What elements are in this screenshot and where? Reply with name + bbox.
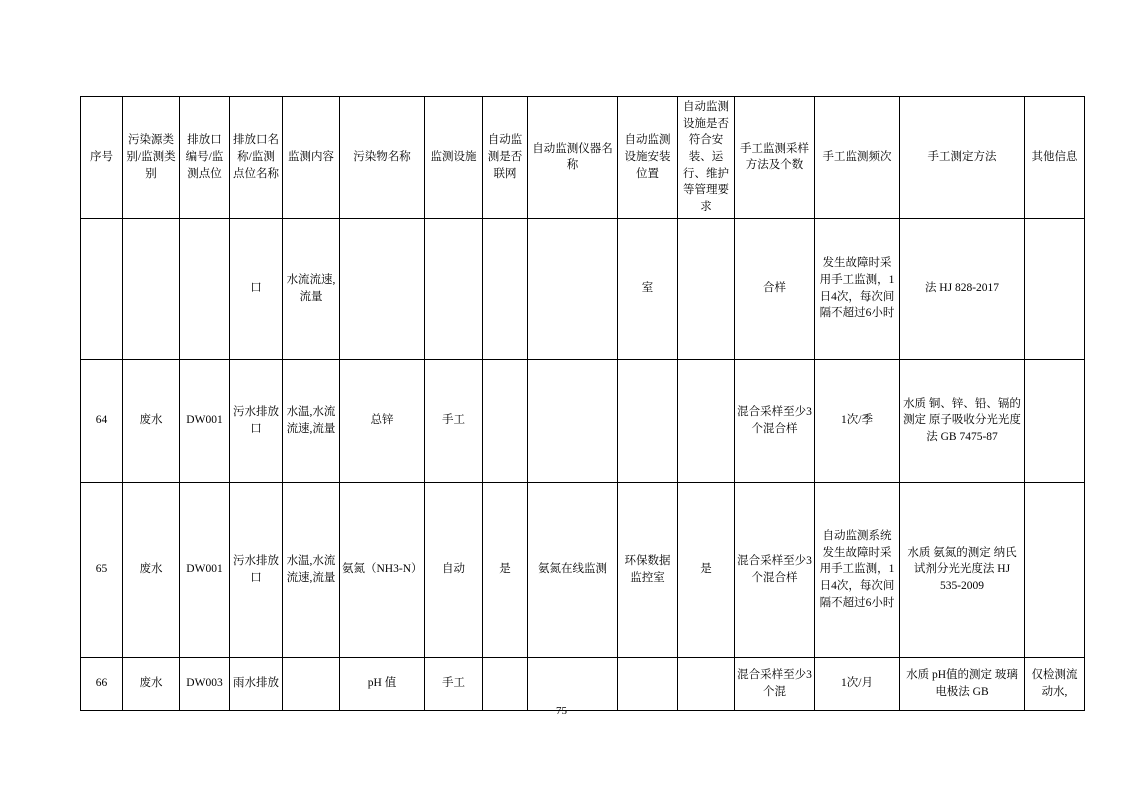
table-row xyxy=(81,359,1085,482)
cell-自动监测是否联网 xyxy=(483,218,528,359)
cell-序号: 64 xyxy=(81,359,123,482)
cell-自动监测设施是否符合要求 xyxy=(678,218,735,359)
header-cell-监测内容: 监测内容 xyxy=(283,97,340,219)
cell-自动监测设施安装位置 xyxy=(618,657,678,710)
cell-排放口编号: DW003 xyxy=(180,657,230,710)
header-cell-其他信息: 其他信息 xyxy=(1025,97,1085,219)
cell-监测设施: 手工 xyxy=(425,657,483,710)
cell-手工监测频次: 1次/季 xyxy=(815,359,900,482)
cell-手工测定方法: 水质 pH值的测定 玻璃电极法 GB xyxy=(900,657,1025,710)
cell-自动监测仪器名称: 氨氮在线监测 xyxy=(528,482,618,657)
cell-手工监测频次: 1次/月 xyxy=(815,657,900,710)
table-header-row xyxy=(81,97,1085,219)
cell-污染源类别 xyxy=(123,218,180,359)
table-row xyxy=(81,657,1085,710)
header-cell-手工监测采样方法及个数: 手工监测采样方法及个数 xyxy=(735,97,815,219)
cell-自动监测设施安装位置: 环保数据监控室 xyxy=(618,482,678,657)
cell-手工测定方法: 法 HJ 828-2017 xyxy=(900,218,1025,359)
table-body xyxy=(81,218,1085,710)
cell-污染物名称: 氨氮（NH3-N） xyxy=(340,482,425,657)
header-cell-自动监测仪器名称: 自动监测仪器名称 xyxy=(528,97,618,219)
cell-序号: 66 xyxy=(81,657,123,710)
cell-手工监测频次: 自动监测系统发生故障时采用手工监测，1日4次，每次间隔不超过6小时 xyxy=(815,482,900,657)
cell-监测设施: 手工 xyxy=(425,359,483,482)
cell-污染物名称: pH 值 xyxy=(340,657,425,710)
cell-手工测定方法: 水质 氨氮的测定 纳氏试剂分光光度法 HJ 535-2009 xyxy=(900,482,1025,657)
cell-污染源类别: 废水 xyxy=(123,359,180,482)
cell-手工测定方法: 水质 铜、锌、铅、镉的测定 原子吸收分光光度法 GB 7475-87 xyxy=(900,359,1025,482)
cell-手工监测采样方法及个数: 合样 xyxy=(735,218,815,359)
cell-自动监测是否联网 xyxy=(483,359,528,482)
monitoring-table-container xyxy=(80,96,1078,711)
cell-监测内容: 水温,水流流速,流量 xyxy=(283,482,340,657)
header-cell-排放口编号: 排放口编号/监测点位 xyxy=(180,97,230,219)
cell-自动监测是否联网: 是 xyxy=(483,482,528,657)
cell-自动监测设施是否符合要求 xyxy=(678,359,735,482)
cell-污染源类别: 废水 xyxy=(123,657,180,710)
header-cell-序号: 序号 xyxy=(81,97,123,219)
cell-排放口编号: DW001 xyxy=(180,359,230,482)
cell-自动监测仪器名称 xyxy=(528,657,618,710)
cell-排放口编号: DW001 xyxy=(180,482,230,657)
cell-自动监测设施是否符合要求 xyxy=(678,657,735,710)
header-cell-手工监测频次: 手工监测频次 xyxy=(815,97,900,219)
cell-排放口编号 xyxy=(180,218,230,359)
header-cell-自动监测设施管理要求: 自动监测设施是否符合安装、运行、维护等管理要求 xyxy=(678,97,735,219)
table-header xyxy=(81,97,1085,219)
cell-自动监测设施是否符合要求: 是 xyxy=(678,482,735,657)
cell-监测设施: 自动 xyxy=(425,482,483,657)
cell-自动监测仪器名称 xyxy=(528,218,618,359)
cell-污染物名称 xyxy=(340,218,425,359)
cell-监测内容: 水流流速,流量 xyxy=(283,218,340,359)
cell-监测内容: 水温,水流流速,流量 xyxy=(283,359,340,482)
cell-手工监测采样方法及个数: 混合采样至少3个混 xyxy=(735,657,815,710)
cell-污染源类别: 废水 xyxy=(123,482,180,657)
cell-排放口名称: 污水排放口 xyxy=(230,482,283,657)
cell-排放口名称: 污水排放口 xyxy=(230,359,283,482)
monitoring-table xyxy=(80,96,1085,711)
cell-其他信息 xyxy=(1025,482,1085,657)
cell-自动监测仪器名称 xyxy=(528,359,618,482)
cell-手工监测采样方法及个数: 混合采样至少3个混合样 xyxy=(735,359,815,482)
header-cell-自动监测设施安装位置: 自动监测设施安装位置 xyxy=(618,97,678,219)
cell-序号 xyxy=(81,218,123,359)
header-cell-手工测定方法: 手工测定方法 xyxy=(900,97,1025,219)
header-cell-自动监测是否联网: 自动监测是否联网 xyxy=(483,97,528,219)
table-row xyxy=(81,482,1085,657)
cell-排放口名称: 雨水排放 xyxy=(230,657,283,710)
cell-自动监测设施安装位置 xyxy=(618,359,678,482)
cell-监测设施 xyxy=(425,218,483,359)
cell-污染物名称: 总锌 xyxy=(340,359,425,482)
page-number: 75 xyxy=(556,705,567,717)
cell-自动监测设施安装位置: 室 xyxy=(618,218,678,359)
cell-手工监测频次: 发生故障时采用手工监测，1日4次，每次间隔不超过6小时 xyxy=(815,218,900,359)
cell-其他信息 xyxy=(1025,218,1085,359)
header-cell-排放口名称: 排放口名称/监测点位名称 xyxy=(230,97,283,219)
table-row xyxy=(81,218,1085,359)
cell-监测内容 xyxy=(283,657,340,710)
header-cell-污染物名称: 污染物名称 xyxy=(340,97,425,219)
cell-自动监测是否联网 xyxy=(483,657,528,710)
cell-序号: 65 xyxy=(81,482,123,657)
cell-手工监测采样方法及个数: 混合采样至少3个混合样 xyxy=(735,482,815,657)
cell-其他信息 xyxy=(1025,359,1085,482)
cell-排放口名称: 口 xyxy=(230,218,283,359)
header-cell-污染源类别: 污染源类别/监测类别 xyxy=(123,97,180,219)
cell-其他信息: 仅检测流动水, xyxy=(1025,657,1085,710)
header-cell-监测设施: 监测设施 xyxy=(425,97,483,219)
